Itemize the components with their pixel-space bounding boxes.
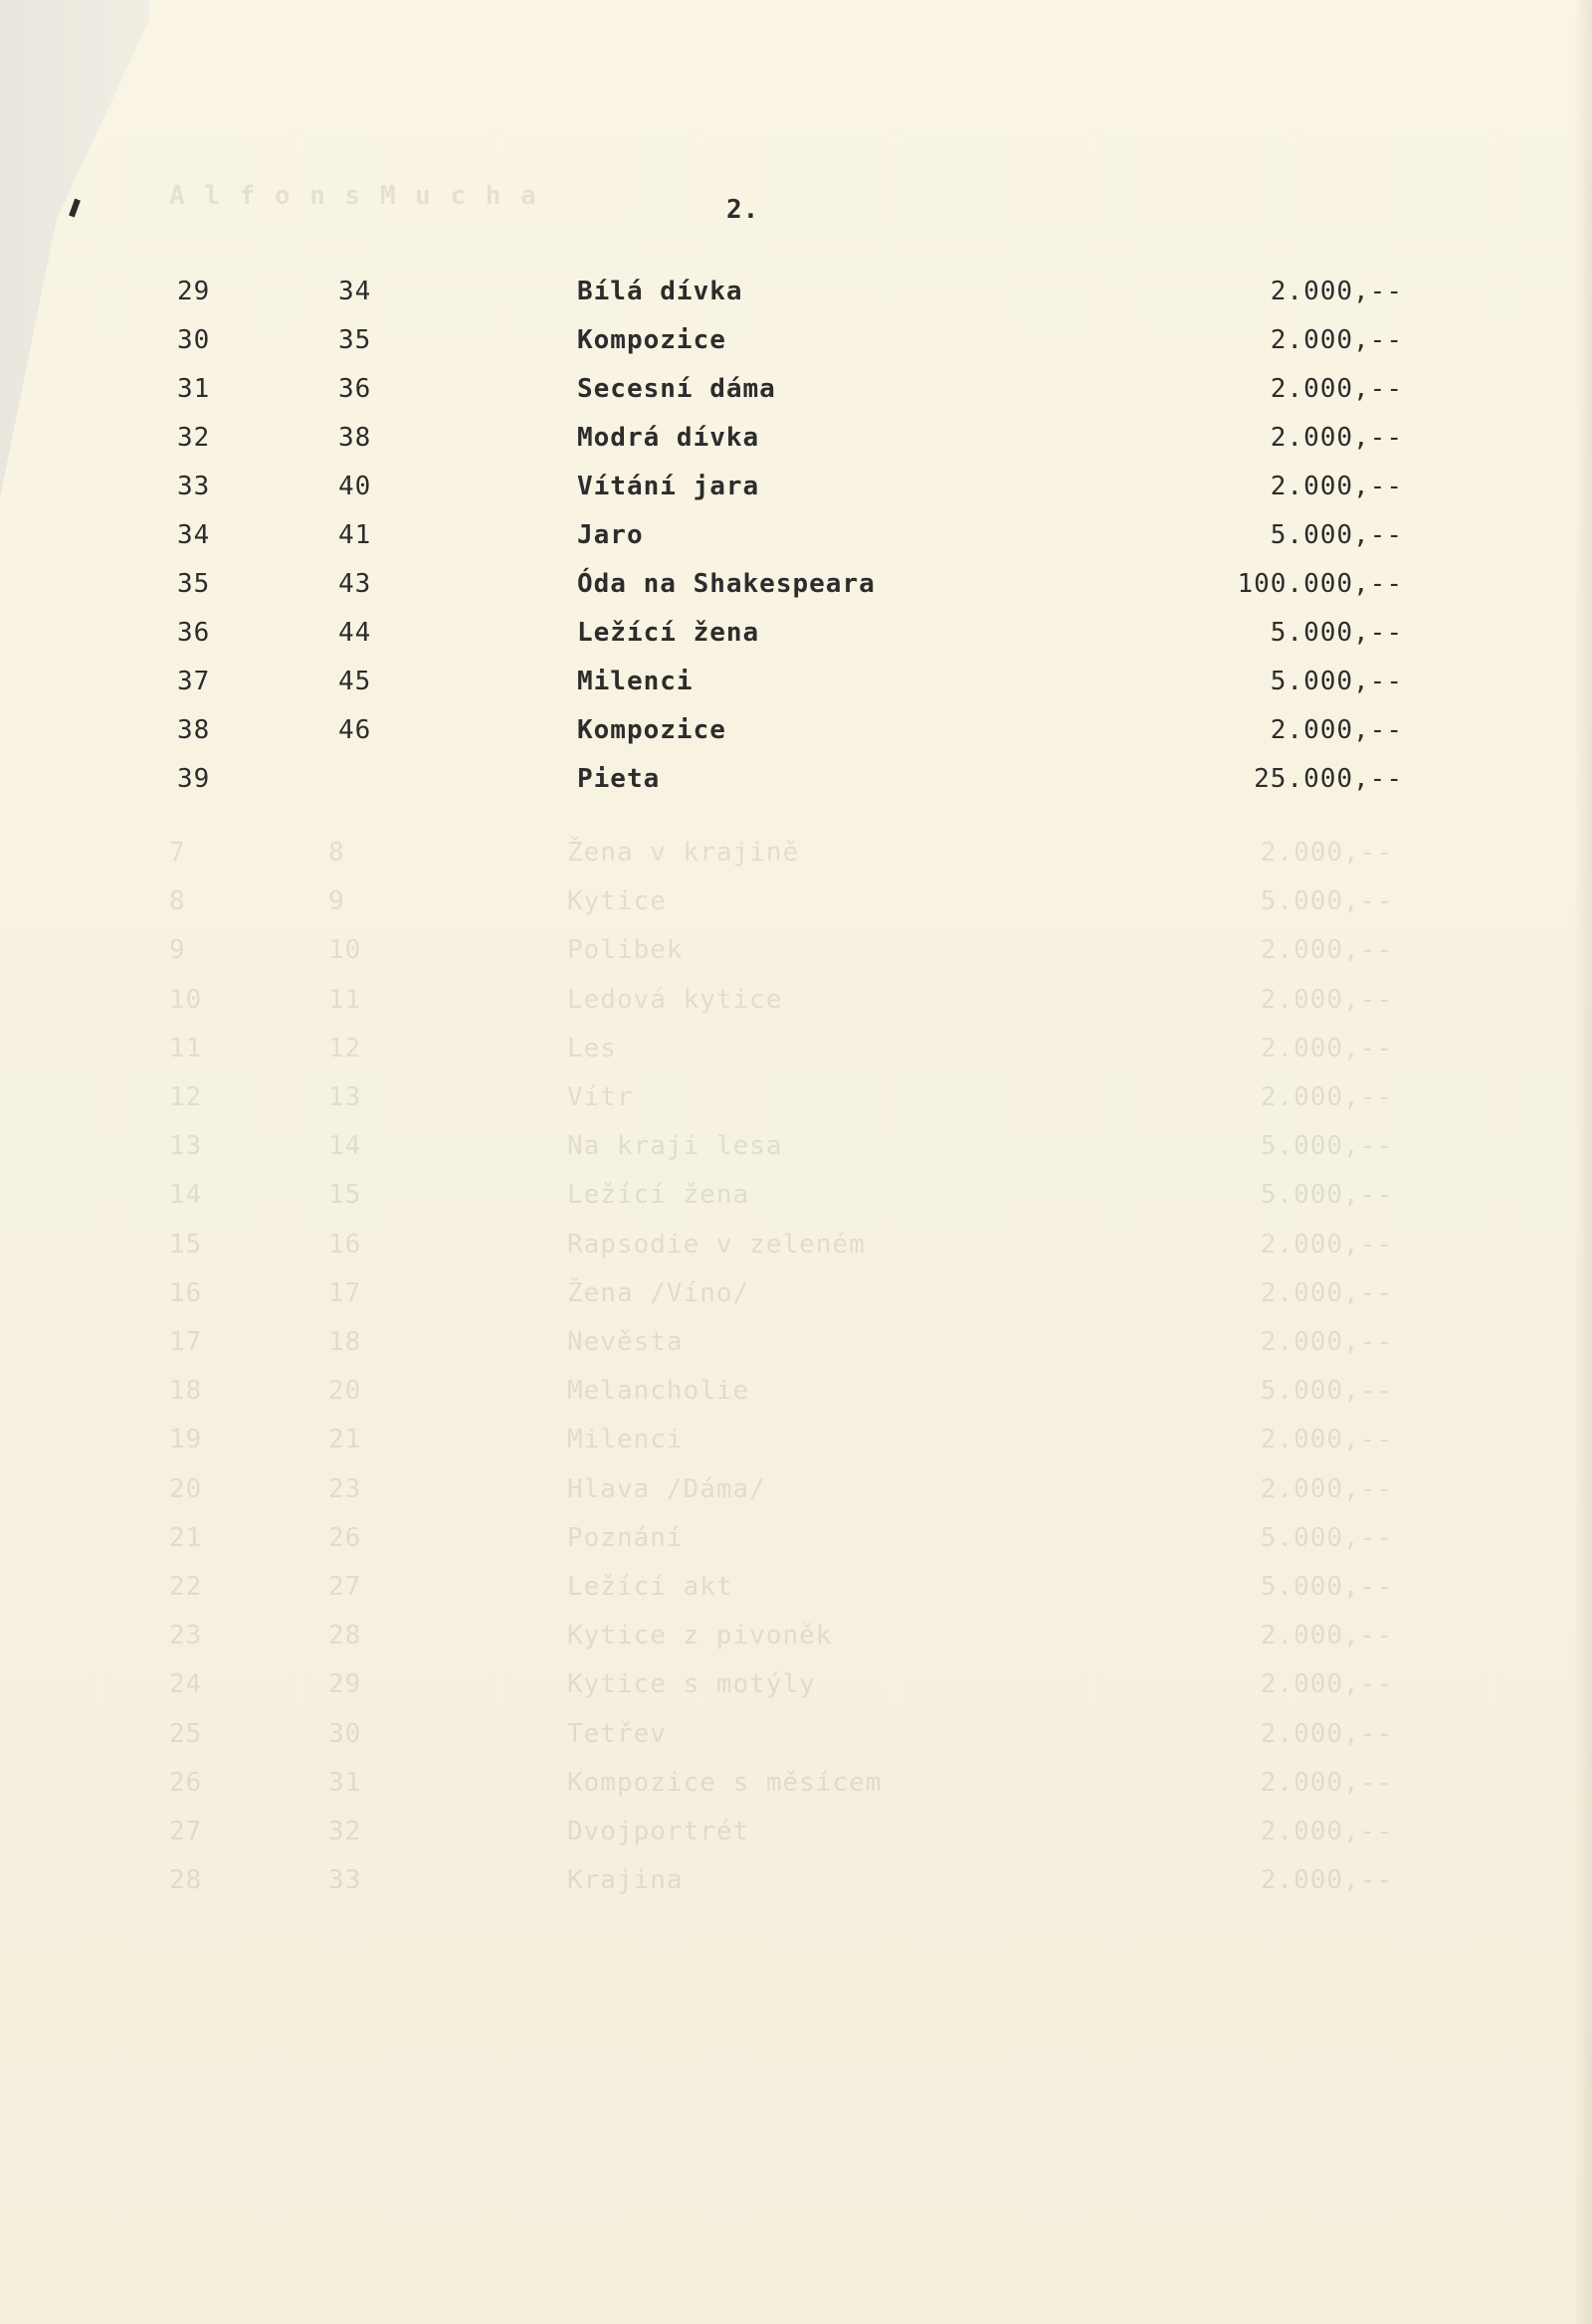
bleed-item-number: 21 (169, 1522, 203, 1553)
bleed-artwork-title: Melancholie (567, 1376, 750, 1407)
bleed-insured-value: 5.000,-- (1260, 1572, 1393, 1602)
bleed-catalog-number: 13 (328, 1082, 362, 1112)
bleed-catalog-number: 27 (328, 1572, 362, 1602)
table-row (0, 325, 1592, 365)
bleed-catalog-number: 10 (328, 935, 362, 966)
bleed-through-row (0, 1180, 1592, 1220)
bleed-through-row (0, 1474, 1592, 1514)
bleed-catalog-number: 17 (328, 1277, 362, 1308)
table-row (0, 520, 1592, 560)
bleed-through-row (0, 1327, 1592, 1367)
bleed-through-row (0, 1425, 1592, 1464)
bleed-artwork-title: Krajina (567, 1865, 684, 1896)
bleed-artwork-title: Ležící akt (567, 1572, 733, 1602)
bleed-catalog-number: 26 (328, 1522, 362, 1553)
bleed-insured-value: 2.000,-- (1260, 1817, 1393, 1846)
item-number: 39 (177, 764, 211, 794)
item-number: 37 (177, 667, 211, 696)
bleed-insured-value: 2.000,-- (1260, 1425, 1393, 1455)
bleed-insured-value: 2.000,-- (1260, 1621, 1393, 1651)
bleed-item-number: 7 (169, 838, 186, 868)
bleed-insured-value: 2.000,-- (1260, 838, 1393, 868)
item-number: 33 (177, 472, 211, 501)
catalog-number: 34 (338, 277, 372, 306)
table-row (0, 764, 1592, 804)
bleed-item-number: 27 (169, 1817, 203, 1846)
bleed-artwork-title: Kytice (567, 886, 667, 917)
item-number: 38 (177, 715, 211, 745)
bleed-artwork-title: Milenci (567, 1425, 684, 1455)
bleed-item-number: 15 (169, 1229, 203, 1259)
table-row (0, 667, 1592, 706)
bleed-item-number: 24 (169, 1669, 203, 1700)
catalog-number: 44 (338, 618, 372, 648)
bleed-through-row (0, 1230, 1592, 1269)
bleed-artwork-title: Ležící žena (567, 1180, 750, 1211)
artwork-title: Secesní dáma (577, 374, 776, 404)
insured-value: 2.000,-- (1270, 277, 1403, 306)
bleed-insured-value: 2.000,-- (1260, 1767, 1393, 1798)
bleed-through-row (0, 985, 1592, 1025)
staple-mark (69, 199, 81, 218)
insured-value: 5.000,-- (1270, 618, 1403, 648)
catalog-number: 40 (338, 472, 372, 501)
bleed-item-number: 25 (169, 1718, 203, 1749)
bleed-insured-value: 2.000,-- (1260, 1669, 1393, 1700)
bleed-item-number: 11 (169, 1033, 203, 1064)
insured-value: 2.000,-- (1270, 423, 1403, 453)
bleed-through-row (0, 935, 1592, 975)
item-number: 30 (177, 325, 211, 355)
bleed-through-row (0, 1621, 1592, 1660)
bleed-through-row (0, 1719, 1592, 1759)
bleed-item-number: 8 (169, 886, 186, 917)
bleed-insured-value: 2.000,-- (1260, 1473, 1393, 1504)
bleed-insured-value: 2.000,-- (1260, 1082, 1393, 1112)
bleed-catalog-number: 21 (328, 1425, 362, 1455)
bleed-item-number: 10 (169, 984, 203, 1015)
bleed-catalog-number: 18 (328, 1327, 362, 1357)
bleed-insured-value: 5.000,-- (1260, 1131, 1393, 1162)
bleed-catalog-number: 20 (328, 1376, 362, 1407)
bleed-artwork-title: Dvojportrét (567, 1817, 750, 1846)
bleed-catalog-number: 28 (328, 1621, 362, 1651)
bleed-item-number: 22 (169, 1572, 203, 1602)
insured-value: 2.000,-- (1270, 715, 1403, 745)
bleed-through-row (0, 1034, 1592, 1073)
bleed-catalog-number: 30 (328, 1718, 362, 1749)
bleed-artwork-title: Ledová kytice (567, 984, 783, 1015)
bleed-item-number: 18 (169, 1376, 203, 1407)
bleed-item-number: 17 (169, 1327, 203, 1357)
bleed-catalog-number: 16 (328, 1229, 362, 1259)
item-number: 36 (177, 618, 211, 648)
bleed-catalog-number: 29 (328, 1669, 362, 1700)
bleed-item-number: 28 (169, 1865, 203, 1896)
insured-value: 5.000,-- (1270, 667, 1403, 696)
table-row (0, 472, 1592, 511)
bleed-catalog-number: 14 (328, 1131, 362, 1162)
bleed-catalog-number: 11 (328, 984, 362, 1015)
bleed-item-number: 20 (169, 1473, 203, 1504)
bleed-through-row (0, 838, 1592, 877)
artwork-title: Bílá dívka (577, 277, 743, 306)
insured-value: 2.000,-- (1270, 472, 1403, 501)
bleed-item-number: 12 (169, 1082, 203, 1112)
bleed-insured-value: 2.000,-- (1260, 935, 1393, 966)
catalog-number: 43 (338, 569, 372, 599)
bleed-artwork-title: Kompozice s měsícem (567, 1767, 883, 1798)
artwork-title: Kompozice (577, 325, 726, 355)
bleed-insured-value: 5.000,-- (1260, 1180, 1393, 1211)
bleed-through-row (0, 1865, 1592, 1905)
bleed-insured-value: 2.000,-- (1260, 1718, 1393, 1749)
bleed-insured-value: 2.000,-- (1260, 1327, 1393, 1357)
catalog-number: 41 (338, 520, 372, 550)
bleed-insured-value: 5.000,-- (1260, 886, 1393, 917)
bleed-catalog-number: 9 (328, 886, 345, 917)
bleed-through-row (0, 1817, 1592, 1856)
table-row (0, 277, 1592, 316)
bleed-artwork-title: Polibek (567, 935, 684, 966)
bleed-artwork-title: Nevěsta (567, 1327, 684, 1357)
bleed-through-row (0, 1572, 1592, 1612)
bleed-artwork-title: Vítr (567, 1082, 634, 1112)
bleed-artwork-title: Rapsodie v zeleném (567, 1229, 866, 1259)
bleed-insured-value: 2.000,-- (1260, 1033, 1393, 1064)
bleed-through-row (0, 1376, 1592, 1416)
bleed-through-row (0, 1768, 1592, 1808)
bleed-artwork-title: Poznání (567, 1522, 684, 1553)
bleed-item-number: 19 (169, 1425, 203, 1455)
bleed-insured-value: 2.000,-- (1260, 984, 1393, 1015)
catalog-number: 46 (338, 715, 372, 745)
bleed-catalog-number: 32 (328, 1817, 362, 1846)
item-number: 31 (177, 374, 211, 404)
bleed-artwork-title: Žena v krajině (567, 838, 800, 868)
artwork-title: Modrá dívka (577, 423, 760, 453)
item-number: 35 (177, 569, 211, 599)
bleed-through-row (0, 1082, 1592, 1122)
item-number: 32 (177, 423, 211, 453)
bleed-insured-value: 5.000,-- (1260, 1522, 1393, 1553)
bleed-insured-value: 5.000,-- (1260, 1376, 1393, 1407)
bleed-catalog-number: 33 (328, 1865, 362, 1896)
bleed-catalog-number: 12 (328, 1033, 362, 1064)
bleed-through-header: A l f o n s M u c h a (169, 181, 538, 211)
artwork-title: Milenci (577, 667, 694, 696)
bleed-through-row (0, 1278, 1592, 1318)
table-row (0, 569, 1592, 609)
artwork-title: Kompozice (577, 715, 726, 745)
artwork-title: Óda na Shakespeara (577, 569, 876, 599)
bleed-through-row (0, 1669, 1592, 1709)
insured-value: 2.000,-- (1270, 325, 1403, 355)
bleed-item-number: 9 (169, 935, 186, 966)
catalog-number: 35 (338, 325, 372, 355)
catalog-number: 36 (338, 374, 372, 404)
artwork-title: Ležící žena (577, 618, 760, 648)
bleed-through-row (0, 1131, 1592, 1171)
bleed-item-number: 13 (169, 1131, 203, 1162)
bleed-catalog-number: 23 (328, 1473, 362, 1504)
catalog-number: 38 (338, 423, 372, 453)
bleed-catalog-number: 31 (328, 1767, 362, 1798)
artwork-title: Jaro (577, 520, 644, 550)
bleed-catalog-number: 15 (328, 1180, 362, 1211)
insured-value: 2.000,-- (1270, 374, 1403, 404)
artwork-title: Pieta (577, 764, 661, 794)
bleed-artwork-title: Hlava /Dáma/ (567, 1473, 766, 1504)
catalog-number: 45 (338, 667, 372, 696)
bleed-artwork-title: Les (567, 1033, 617, 1064)
bleed-insured-value: 2.000,-- (1260, 1277, 1393, 1308)
insured-value: 5.000,-- (1270, 520, 1403, 550)
insured-value: 25.000,-- (1254, 764, 1403, 794)
table-row (0, 715, 1592, 755)
table-row (0, 374, 1592, 414)
bleed-artwork-title: Tetřev (567, 1718, 667, 1749)
insured-value: 100.000,-- (1237, 569, 1403, 599)
table-row (0, 423, 1592, 463)
bleed-artwork-title: Kytice z pivoněk (567, 1621, 833, 1651)
page-number: 2. (726, 195, 760, 225)
bleed-artwork-title: Na kraji lesa (567, 1131, 783, 1162)
item-number: 29 (177, 277, 211, 306)
bleed-through-row (0, 1523, 1592, 1563)
bleed-artwork-title: Kytice s motýly (567, 1669, 816, 1700)
bleed-item-number: 26 (169, 1767, 203, 1798)
bleed-artwork-title: Žena /Víno/ (567, 1277, 750, 1308)
item-number: 34 (177, 520, 211, 550)
bleed-insured-value: 2.000,-- (1260, 1229, 1393, 1259)
bleed-item-number: 16 (169, 1277, 203, 1308)
artwork-title: Vítání jara (577, 472, 760, 501)
bleed-item-number: 14 (169, 1180, 203, 1211)
bleed-catalog-number: 8 (328, 838, 345, 868)
table-row (0, 618, 1592, 658)
bleed-insured-value: 2.000,-- (1260, 1865, 1393, 1896)
bleed-through-row (0, 886, 1592, 926)
bleed-item-number: 23 (169, 1621, 203, 1651)
